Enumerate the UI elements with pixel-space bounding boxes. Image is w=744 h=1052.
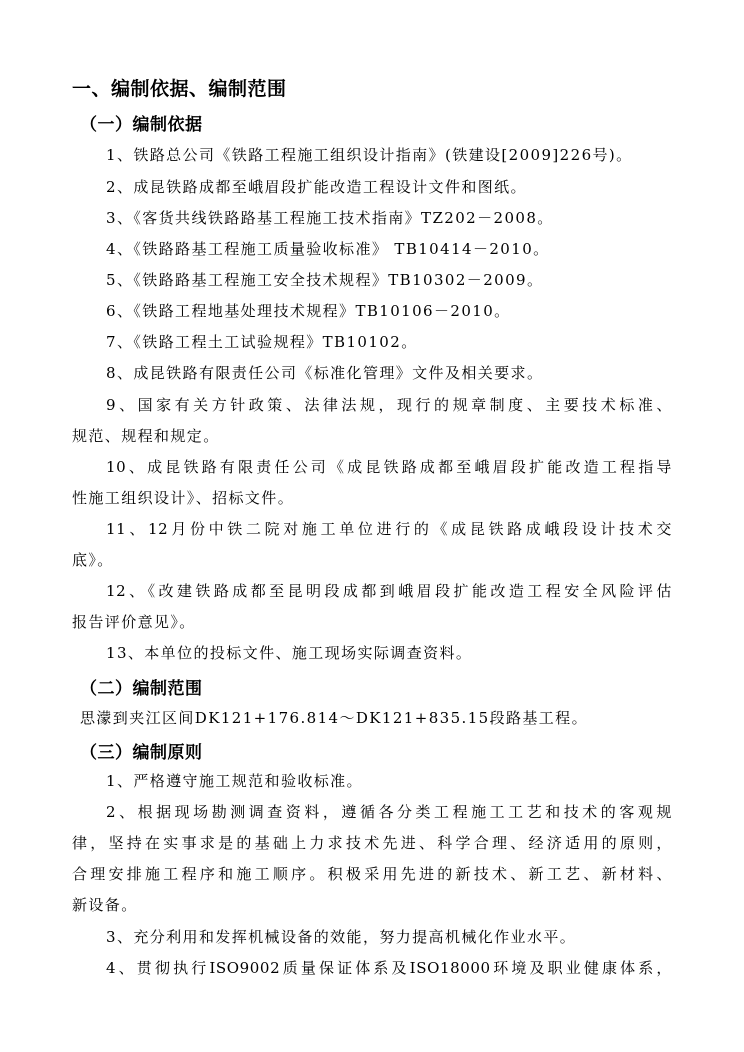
basis-item-3: 3、《客货共线铁路路基工程施工技术指南》TZ202－2008。 xyxy=(106,209,554,227)
basis-item-12-line-1: 12、《改建铁路成都至昆明段成都到峨眉段扩能改造工程安全风险评估 xyxy=(106,582,672,600)
principle-item-2-line-3: 合理安排施工程序和施工顺序。积极采用先进的新技术、新工艺、新材料、 xyxy=(72,865,672,883)
principle-item-2-line-1: 2、根据现场勘测调查资料，遵循各分类工程施工工艺和技术的客观规 xyxy=(106,803,672,821)
basis-item-4: 4、《铁路路基工程施工质量验收标准》 TB10414－2010。 xyxy=(106,240,550,258)
section-heading-scope: （二）编制范围 xyxy=(80,679,203,699)
scope-text: 思濛到夹江区间DK121+176.814～DK121+835.15段路基工程。 xyxy=(80,709,588,727)
principle-item-3: 3、充分利用和发挥机械设备的效能，努力提高机械化作业水平。 xyxy=(106,928,577,946)
basis-item-11-line-2: 底》。 xyxy=(72,551,114,569)
basis-item-5: 5、《铁路路基工程施工安全技术规程》TB10302－2009。 xyxy=(106,271,544,289)
basis-item-10-line-1: 10、成昆铁路有限责任公司《成昆铁路成都至峨眉段扩能改造工程指导 xyxy=(106,458,672,476)
section-heading-basis: （一）编制依据 xyxy=(80,115,203,135)
basis-item-8: 8、成昆铁路有限责任公司《标准化管理》文件及相关要求。 xyxy=(106,364,544,382)
basis-item-7: 7、《铁路工程土工试验规程》TB10102。 xyxy=(106,333,418,351)
basis-item-10-line-2: 性施工组织设计》、招标文件。 xyxy=(72,489,295,507)
main-heading: 一、编制依据、编制范围 xyxy=(72,78,287,100)
principle-item-4-line-1: 4、贯彻执行ISO9002质量保证体系及ISO18000环境及职业健康体系， xyxy=(106,959,672,977)
section-heading-principles: （三）编制原则 xyxy=(80,743,203,763)
basis-item-9-line-1: 9、国家有关方针政策、法律法规，现行的规章制度、主要技术标准、 xyxy=(106,396,672,414)
principle-item-2-line-4: 新设备。 xyxy=(72,896,138,914)
principle-item-1: 1、严格遵守施工规范和验收标准。 xyxy=(106,772,363,790)
basis-item-13: 13、本单位的投标文件、施工现场实际调查资料。 xyxy=(106,644,473,662)
basis-item-12-line-2: 报告评价意见》。 xyxy=(72,613,196,631)
basis-item-2: 2、成昆铁路成都至峨眉段扩能改造工程设计文件和图纸。 xyxy=(106,178,527,196)
principle-item-2-line-2: 律，坚持在实事求是的基础上力求技术先进、科学合理、经济适用的原则， xyxy=(72,834,672,852)
basis-item-1: 1、铁路总公司《铁路工程施工组织设计指南》(铁建设[2009]226号)。 xyxy=(106,146,633,164)
basis-item-6: 6、《铁路工程地基处理技术规程》TB10106－2010。 xyxy=(106,302,511,320)
basis-item-9-line-2: 规范、规程和规定。 xyxy=(72,427,220,445)
basis-item-11-line-1: 11、12月份中铁二院对施工单位进行的《成昆铁路成峨段设计技术交 xyxy=(106,520,672,538)
